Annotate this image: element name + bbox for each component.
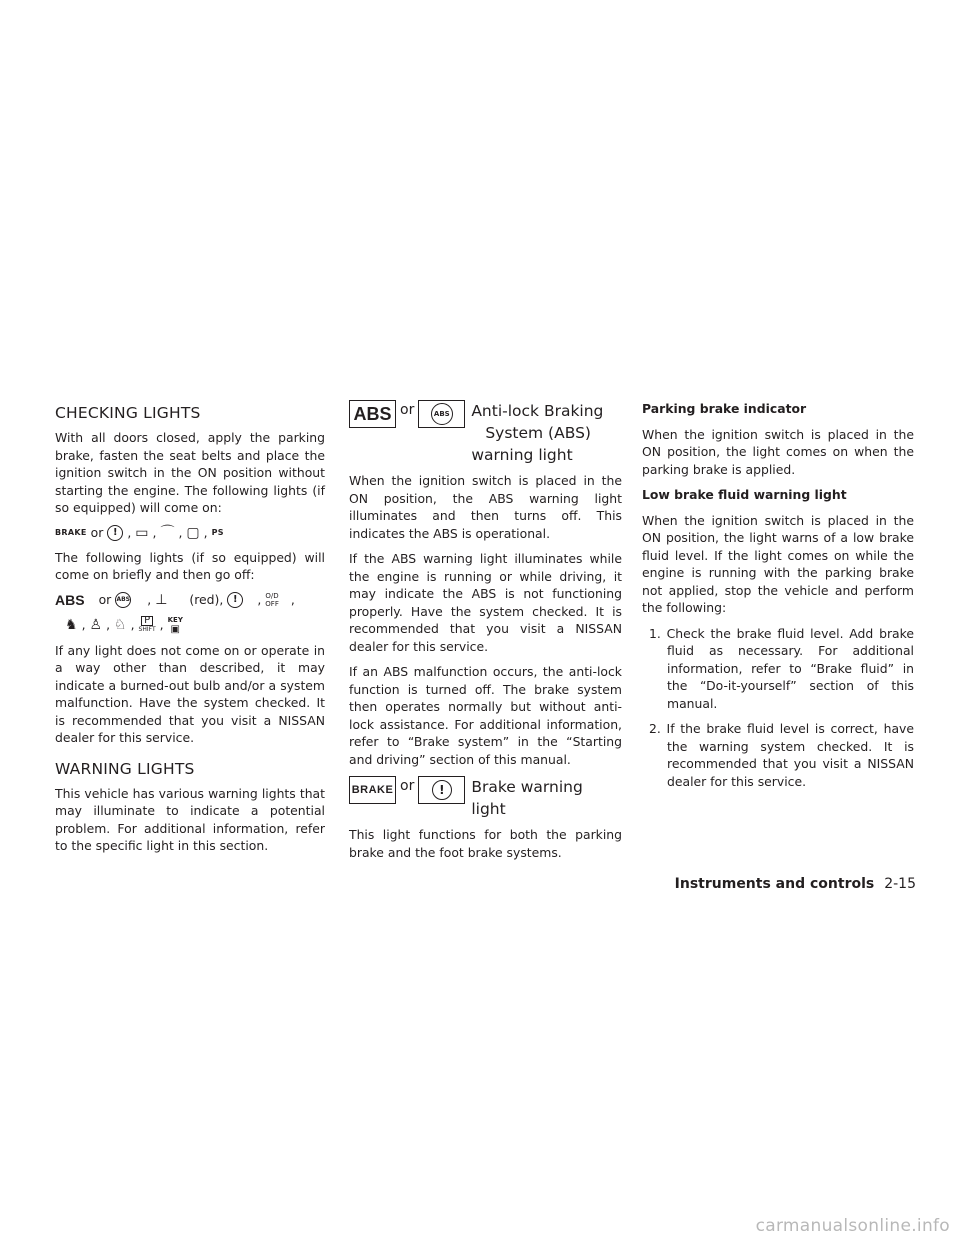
warning-lights-intro: This vehicle has various warning lights that may illuminate to indicate a potential problem. For additional information, refer to the specific light in this section. [55,785,325,853]
airbag-icon: ♞ [65,616,78,633]
abs-circle-box-icon [418,400,465,428]
seat-belt-icon: ♙ [89,616,103,633]
separator: , [106,617,111,632]
shift-label: SHIFT [138,625,156,633]
vdc-off-icon: ♘ [114,616,127,633]
abs-circle-icon: ABS [431,403,453,425]
or-text: or [400,402,415,418]
brake-circle-box-icon [418,776,465,804]
separator: , [257,592,262,607]
key-label: KEY [167,615,183,624]
key-icon: KEY ▣ [167,615,183,635]
separator: , [81,617,86,632]
separator: , [159,617,164,632]
brake-title-line-2: light [471,800,506,818]
checking-lights-intro: With all doors closed, apply the parking brake, fasten the seat belts and place the ignition switch in the ON position without starting the engine. The following lights (if so equipped) will come on: [55,430,325,515]
warning-lights-heading: WARNING LIGHTS [55,759,195,778]
or-text: or [90,525,104,540]
brake-warning-heading [349,776,622,820]
brake-fluid-text: When the ignition switch is placed in the ON position, the light warns of a low brake fluid level. If the light comes on while the engine is running with the parking brake not applied, stop the vehicle and perform the following: [642,512,914,615]
checking-lights-heading: CHECKING LIGHTS [55,404,201,422]
tire-pressure-icon: ! [227,592,243,608]
separator: , [203,525,208,540]
abs-warning-title [471,400,603,466]
abs-title-line-2: System (ABS) [485,424,591,442]
od-off-icon [265,592,279,608]
page-footer [675,876,916,892]
abs-box-icon: ABS [349,400,396,428]
brake-warning-title [471,776,582,820]
abs-warning-heading [349,400,622,466]
power-steering-icon: PS [211,528,224,537]
lights-row-3 [55,616,325,634]
parking-brake-heading: Parking brake indicator [642,401,807,416]
shift-p-icon: P SHIFT [138,614,156,633]
section-title: Instruments and controls [674,876,875,892]
or-text: or [98,592,112,607]
brake-title-line-1: Brake warning [471,778,583,796]
briefly-lights-text: The following lights (if so equipped) will come on briefly and then go off: [55,549,325,582]
separator: , [152,525,157,540]
brake-box-icon: BRAKE [349,776,396,804]
brake-paragraph-1: This light functions for both the parking brake and the foot brake systems. [349,827,622,860]
right-column [642,400,914,798]
engine-check-icon: ▢ [186,524,200,541]
middle-column [349,400,622,869]
oil-pressure-icon: ⌒ [160,524,175,541]
separator: , [290,592,295,607]
brake-circle-icon: ! [107,525,123,541]
abs-label-icon: ABS [55,591,85,608]
watermark-text: carmanualsonline.info [755,1216,950,1236]
off-label: OFF [265,599,279,608]
red-text: (red), [189,592,224,607]
list-item: 1. Check the brake fluid level. Add brake fluid as necessary. For additional information, refer to “Brake fluid” in the “Do-it-yourself” section of this manual. [649,625,914,711]
lights-row-2 [55,592,325,608]
brake-label-icon: BRAKE [55,528,87,537]
od-label: O/D [265,591,279,600]
abs-title-line-3: warning light [471,446,573,464]
left-column [55,400,325,863]
abs-title-line-1: Anti-lock Braking [471,402,604,420]
list-item: 2. If the brake fluid level is correct, have the warning system checked. It is recommended that you visit a NISSAN dealer for this service. [649,721,914,789]
brake-fluid-steps [642,625,914,791]
lights-row-1 [55,525,325,541]
separator: , [178,525,183,540]
separator: , [147,592,152,607]
separator: , [127,525,132,540]
page-number: 2-15 [884,876,916,892]
lights-malfunction-text: If any light does not come on or operate in a way other than described, it may indicate a burned-out bulb and/or a system malfunction. Have the system checked. It is recommended that you visit a NISSAN dealer for this service. [55,642,325,745]
brake-circle-icon: ! [432,780,452,800]
abs-paragraph-2: If the ABS warning light illuminates while the engine is running or while driving, it may indicate the ABS is not functioning properly. Have the system checked. It is recommended that you visit a NISSAN dealer for this service. [349,551,622,654]
abs-paragraph-3: If an ABS malfunction occurs, the anti-lock function is turned off. The brake system then operates normally but without anti-lock assistance. For additional information, refer to “Brake system” in the “Starting and driving” section of this manual. [349,664,622,767]
parking-brake-text: When the ignition switch is placed in the ON position, the light comes on when the parking brake is applied. [642,426,914,477]
brake-fluid-heading: Low brake fluid warning light [642,487,847,502]
abs-paragraph-1: When the ignition switch is placed in the ON position, the ABS warning light illuminates and then turns off. This indicates the ABS is operational. [349,473,622,541]
battery-icon: ▭ [135,524,149,541]
or-text: or [400,778,415,794]
separator: , [130,617,135,632]
abs-circle-icon: ABS [115,592,131,608]
coolant-temp-icon: ⊥ [155,591,168,608]
